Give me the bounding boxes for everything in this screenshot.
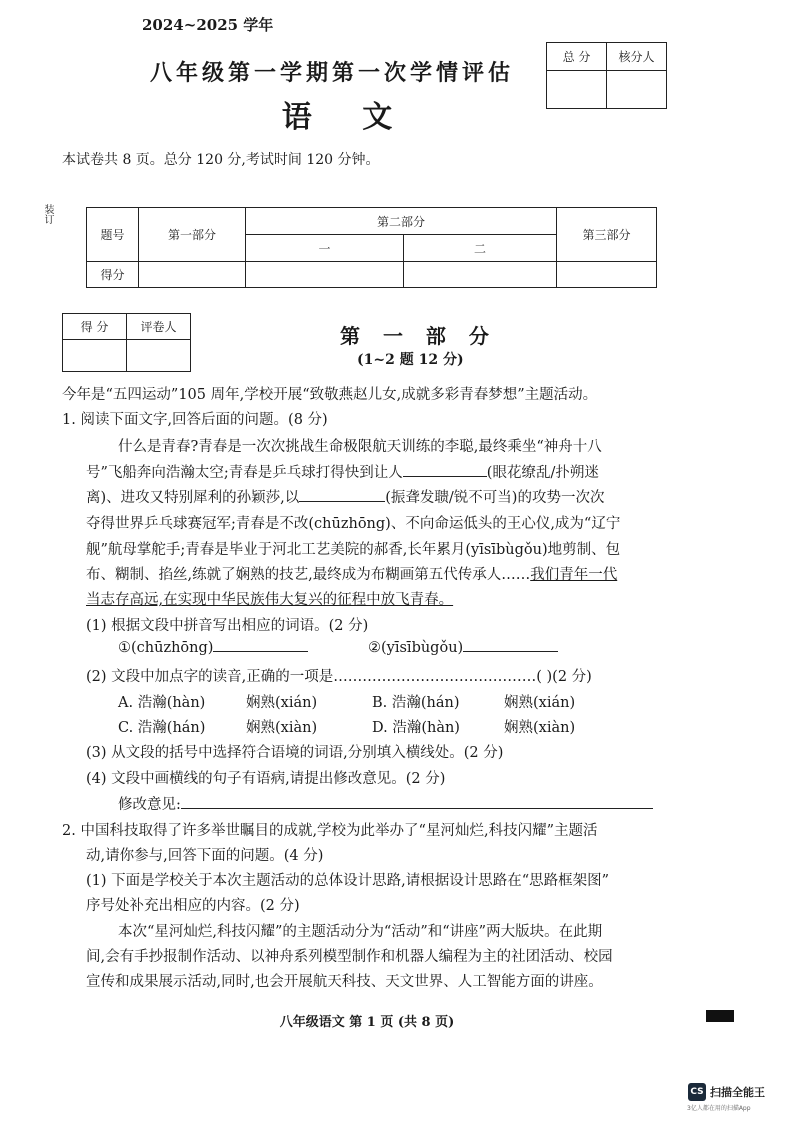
option-b-2: 娴熟(xián) [504, 695, 576, 711]
exam-intro: 本试卷共 8 页。总分 120 分,考试时间 120 分钟。 [62, 152, 380, 168]
question-2: 2. 中国科技取得了许多举世瞩目的成就,学校为此举办了“星河灿烂,科技闪耀”主题活 [62, 823, 598, 839]
passage-line: 舰”航母掌舵手;青春是毕业于河北工艺美院的郝香,长年累月(yīsībùgǒu)地剪制、包 [86, 542, 621, 558]
part1-score-cell[interactable] [139, 262, 246, 288]
option-c: C. 浩瀚(hán) [118, 720, 206, 736]
part-subtitle: (1~2 题 12 分) [357, 352, 464, 368]
option-d: D. 浩瀚(hàn) [372, 720, 460, 736]
scanner-tagline: 3亿人都在用的扫描App [687, 1105, 751, 1112]
answer-blank[interactable] [299, 501, 385, 502]
answer-blank[interactable] [403, 476, 487, 477]
sub-question-1: (1) 根据文段中拼音写出相应的词语。(2 分) [86, 618, 369, 634]
part1-header: 第一部分 [139, 208, 246, 262]
passage-line: 什么是青春?青春是一次次挑战生命极限航天训练的李聪,最终乘坐“神舟十八 [118, 439, 602, 455]
answer-blank[interactable] [181, 808, 653, 809]
part3-header: 第三部分 [557, 208, 657, 262]
exam-year: 2024~2025 学年 [142, 16, 274, 34]
sub-question-3: (3) 从文段的括号中选择符合语境的词语,分别填入横线处。(2 分) [86, 745, 504, 761]
passage-line: 间,会有手抄报制作活动、以神舟系列模型制作和机器人编程为主的社团活动、校园 [86, 949, 613, 965]
total-score-cell[interactable] [547, 71, 607, 109]
checker-label: 核分人 [607, 43, 667, 71]
underlined-sentence: 当志存高远,在实现中华民族伟大复兴的征程中放飞青春。 [86, 592, 454, 608]
grader-box [62, 313, 191, 372]
binding-mark: 装订 [42, 204, 53, 224]
part2-two-score-cell[interactable] [404, 262, 557, 288]
answer-blank[interactable] [463, 651, 558, 652]
option-a: A. 浩瀚(hàn) [118, 695, 206, 711]
part2-sub-two: 二 [404, 235, 557, 262]
part-title: 第 一 部 分 [340, 324, 497, 348]
scanner-logo [688, 1083, 765, 1101]
total-score-box [546, 42, 667, 109]
sub-question-2: (2) 文段中加点字的读音,正确的一项是……………………………………( )(2 分) [86, 669, 592, 685]
passage-line: 本次“星河灿烂,科技闪耀”的主题活动分为“活动”和“讲座”两大版块。在此期 [118, 924, 603, 940]
answer-blank[interactable] [213, 651, 308, 652]
sub-question-2-1-cont: 序号处补充出相应的内容。(2 分) [86, 898, 300, 914]
part3-score-cell[interactable] [557, 262, 657, 288]
passage-line: 离)、进攻又特别犀利的孙颖莎,以 (振聋发聩/锐不可当)的攻势一次次 [86, 490, 605, 506]
grader-score-label: 得 分 [63, 314, 127, 340]
score-label: 得分 [87, 262, 139, 288]
revision-answer: 修改意见: [118, 793, 653, 814]
grader-cell[interactable] [127, 340, 191, 372]
part2-one-score-cell[interactable] [246, 262, 404, 288]
passage-line: 布、糊制、掐丝,练就了娴熟的技艺,最终成为布糊画第五代传承人……我们青年一代 [86, 567, 618, 583]
option-d-2: 娴熟(xiàn) [504, 720, 576, 736]
row-label: 题号 [87, 208, 139, 262]
underlined-sentence: 我们青年一代 [530, 567, 618, 583]
scanner-name: 扫描全能王 [710, 1086, 765, 1099]
sub-question-4: (4) 文段中画横线的句子有语病,请提出修改意见。(2 分) [86, 771, 446, 787]
passage-line: 号”飞船奔向浩瀚太空;青春是乒乓球打得快到让人 (眼花缭乱/扑朔迷 [86, 465, 599, 481]
total-score-label: 总 分 [547, 43, 607, 71]
pinyin-answer-1: ①(chūzhōng) [118, 640, 308, 656]
scan-marker [706, 1010, 734, 1022]
lead-text: 今年是“五四运动”105 周年,学校开展“致敬燕赵儿女,成就多彩青春梦想”主题活动。 [62, 387, 598, 403]
page-footer: 八年级语文 第 1 页 (共 8 页) [279, 1015, 455, 1030]
sub-question-2-1: (1) 下面是学校关于本次主题活动的总体设计思路,请根据设计思路在“思路框架图” [86, 873, 610, 889]
part2-header: 第二部分 [246, 208, 557, 235]
pinyin-answer-2: ②(yīsībùgǒu) [368, 640, 558, 656]
option-c-2: 娴熟(xiàn) [246, 720, 318, 736]
option-b: B. 浩瀚(hán) [372, 695, 460, 711]
option-a-2: 娴熟(xián) [246, 695, 318, 711]
passage-line: 夺得世界乒乓球赛冠军;青春是不改(chūzhōng)、不向命运低头的王心仪,成为“辽宁 [86, 516, 621, 532]
question-1: 1. 阅读下面文字,回答后面的问题。(8 分) [62, 412, 328, 428]
subject-title: 语 文 [281, 100, 413, 135]
passage-line: 宣传和成果展示活动,同时,也会开展航天科技、天文世界、人工智能方面的讲座。 [86, 974, 603, 990]
checker-cell[interactable] [607, 71, 667, 109]
grader-label: 评卷人 [127, 314, 191, 340]
exam-title: 八年级第一学期第一次学情评估 [149, 60, 514, 86]
grader-score-cell[interactable] [63, 340, 127, 372]
grade-table [86, 207, 657, 288]
camscanner-icon: CS [688, 1083, 706, 1101]
part2-sub-one: 一 [246, 235, 404, 262]
question-2-cont: 动,请你参与,回答下面的问题。(4 分) [86, 848, 324, 864]
